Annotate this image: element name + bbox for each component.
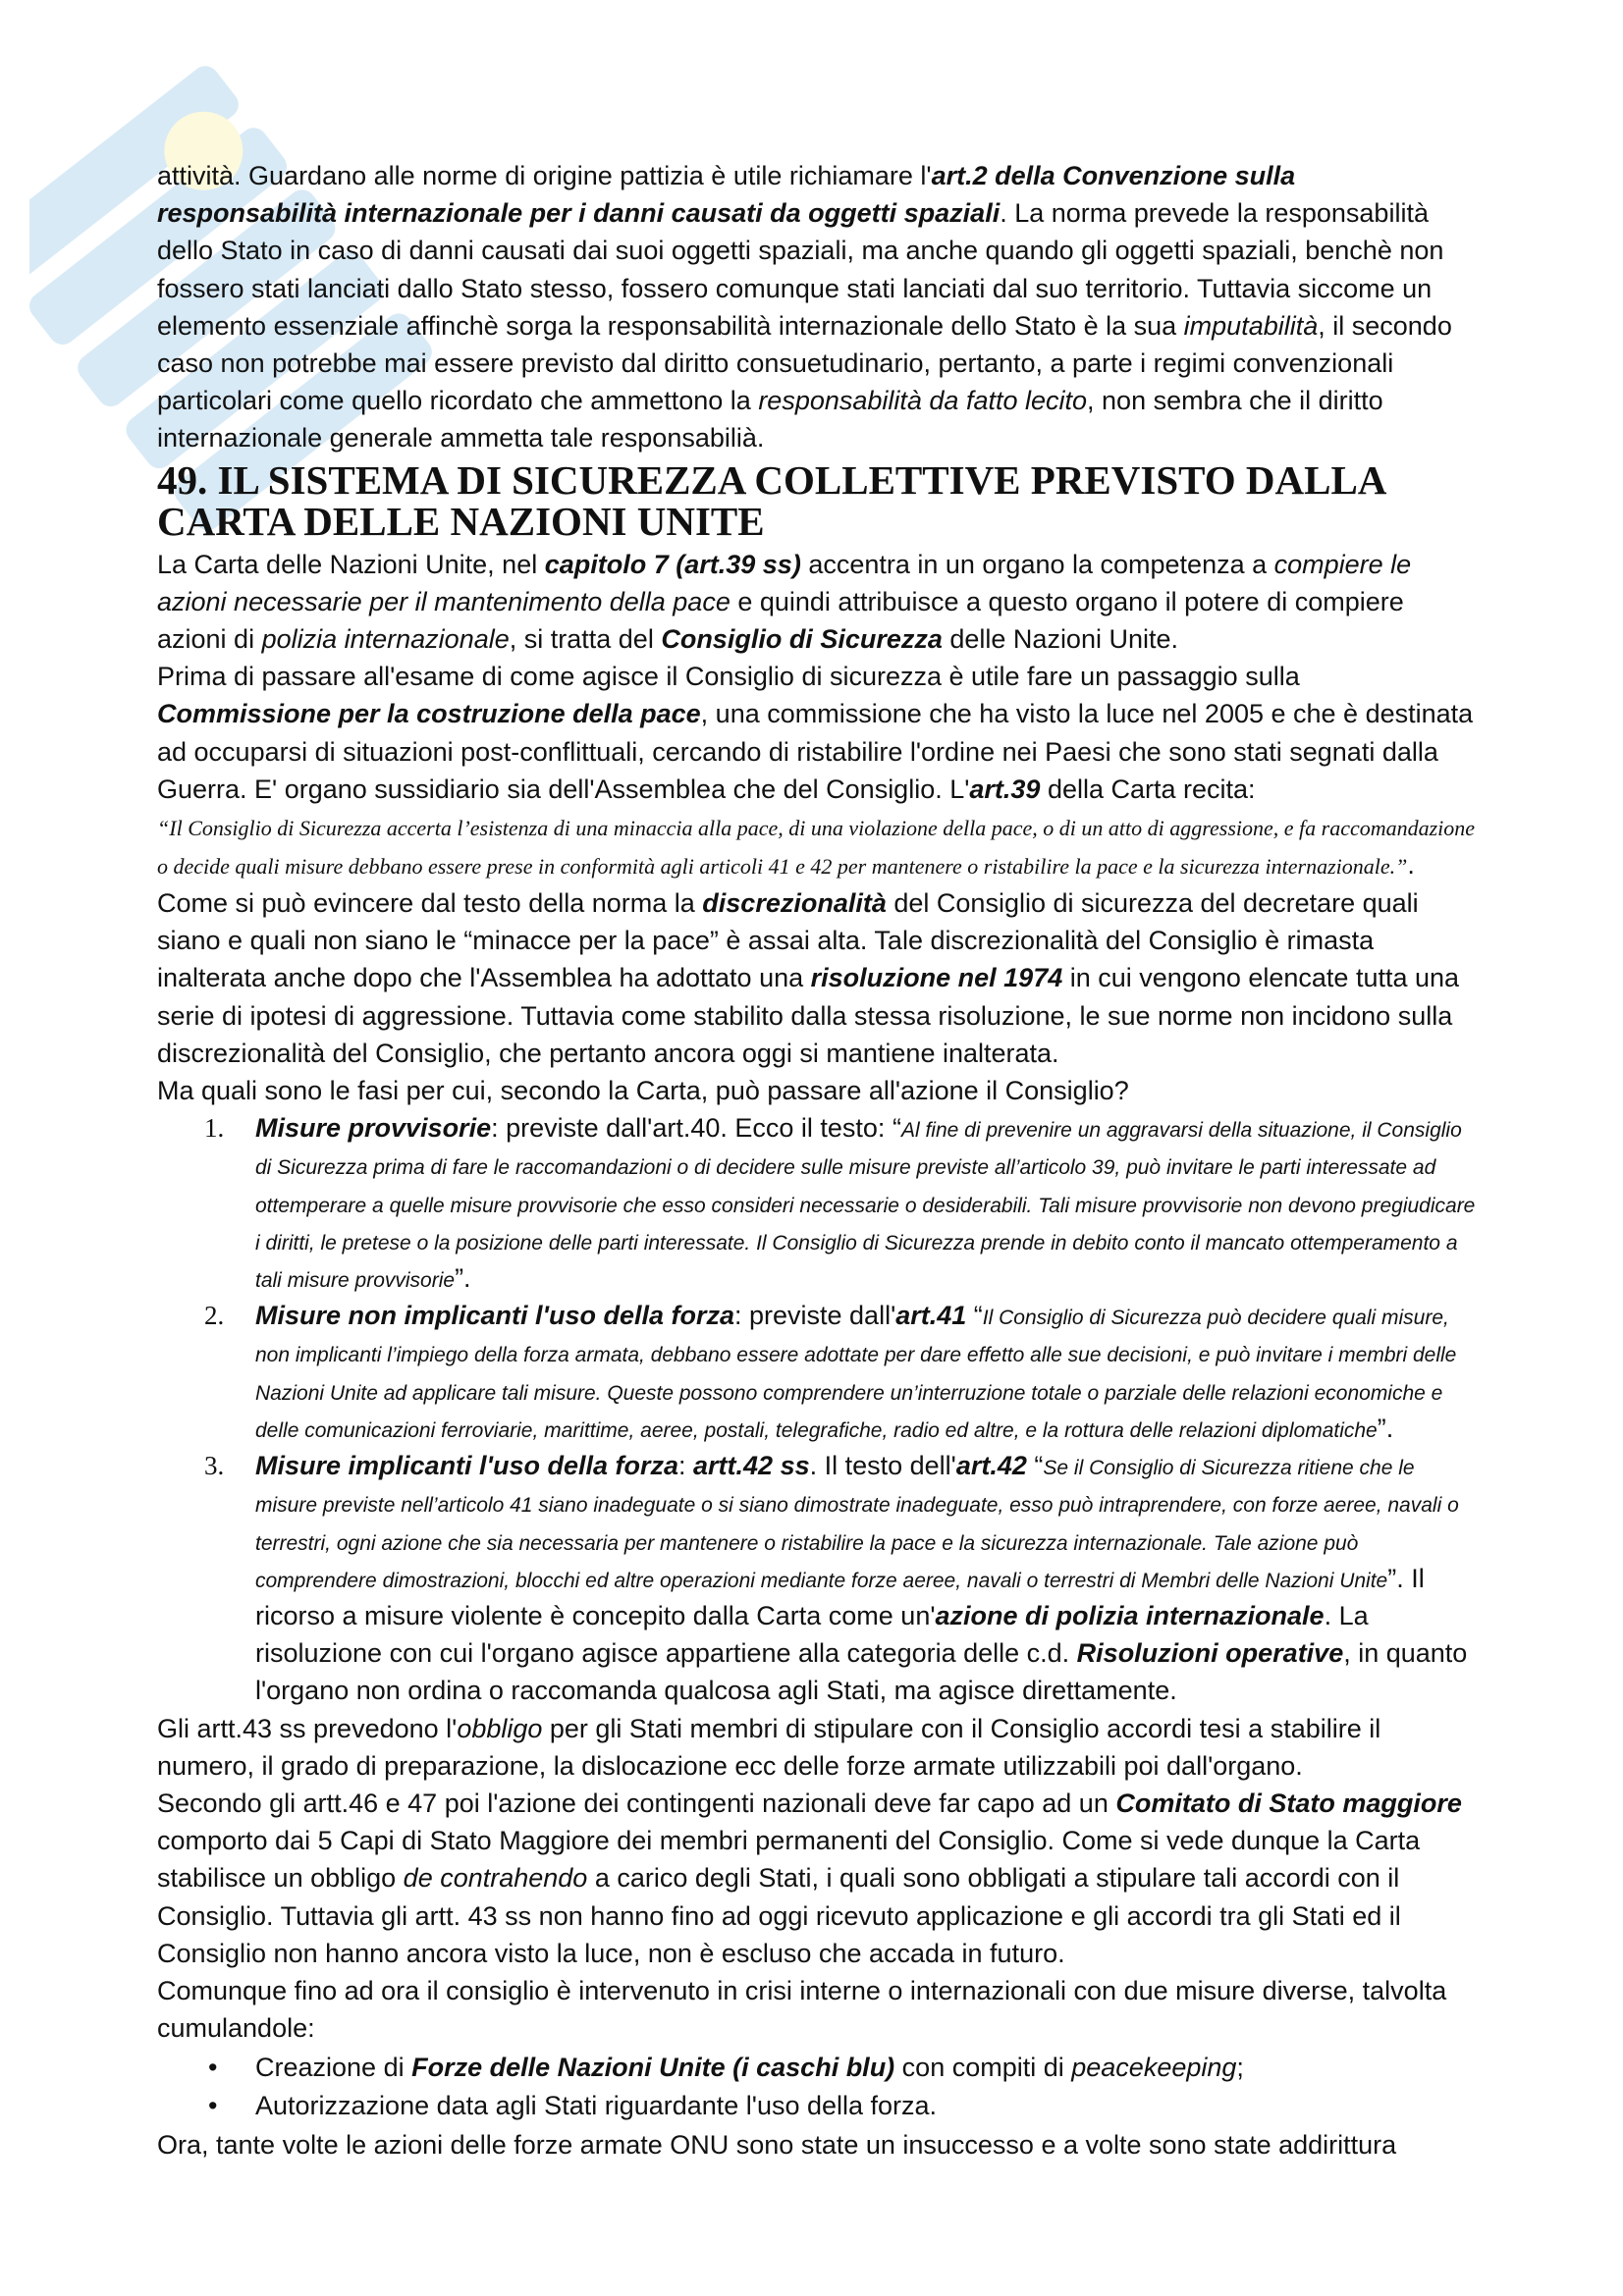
list-item: • Autorizzazione data agli Stati riguardante l'uso della forza. bbox=[255, 2087, 1478, 2124]
section-heading: 49. IL SISTEMA DI SICUREZZA COLLETTIVE PREVISTO DALLA CARTA DELLE NAZIONI UNITE bbox=[157, 456, 1385, 544]
paragraph-comitato: Secondo gli artt.46 e 47 poi l'azione dei contingenti nazionali deve far capo ad un Comitato di Stato maggiore comporto dai 5 Capi di Stato Maggiore dei membri permanenti del Consiglio. Come si vede dunque la Carta stabilisce un obbligo de contrahendo a carico degli Stati, i quali sono obbligati a stipulare tali accordi con il Consiglio. Tuttavia gli artt. 43 ss non hanno fino ad oggi ricevuto applicazione e gli accordi tra gli Stati ed il Consiglio non hanno ancora visto la luce, non è escluso che accada in futuro. bbox=[157, 1788, 1462, 1968]
list-item: 2. Misure non implicanti l'uso della forza: previste dall'art.41 “Il Consiglio di Sicurezza può decidere quali misure, non implicanti l’impiego della forza armata, debbano essere adottate per dare effetto alle sue decisioni, e può invitare i membri delle Nazioni Unite ad applicare tali misure. Queste possono comprendere un’interruzione totale o parziale delle relazioni economiche e delle comunicazioni ferroviarie, marittime, aeree, postali, telegrafiche, radio ed altre, e la rottura delle relazioni diplomatiche”. bbox=[204, 1301, 1457, 1443]
bullet-list bbox=[157, 2049, 1478, 2123]
list-item: • Creazione di Forze delle Nazioni Unite (i caschi blu) con compiti di peacekeeping; bbox=[255, 2049, 1478, 2086]
bullet-icon: • bbox=[208, 2053, 218, 2083]
paragraph-art39: “Il Consiglio di Sicurezza accerta l’esistenza di una minaccia alla pace, di una violazione della pace, o di un atto di aggressione, e fa raccomandazione o decide quali misure debbano essere prese in conformità agli articoli 41 e 42 per mantenere o ristabilire la pace e la sicurezza internazionale.”. Come si può evincere dal testo della norma la discrezionalità del Consiglio di sicurezza del decretare quali siano e quali non siano le “minacce per la pace” è assai alta. Tale discrezionalità del Consiglio è rimasta inalterata anche dopo che l'Assemblea ha adottato una risoluzione nel 1974 in cui vengono elencate tutta una serie di ipotesi di aggressione. Tuttavia come stabilito dalla stessa risoluzione, le sue norme non incidono sulla discrezionalità del Consiglio, che pertanto ancora oggi si mantiene inalterata. bbox=[157, 816, 1476, 1068]
art39-quote: “Il Consiglio di Sicurezza accerta l’esistenza di una minaccia alla pace, di una violazione della pace, o di un atto di aggressione, e fa raccomandazione o decide quali misure debbano essere prese in conformità agli articoli 41 e 42 per mantenere o ristabilire la pace e la sicurezza internazionale.” bbox=[157, 816, 1476, 880]
document-page bbox=[157, 157, 1478, 2163]
paragraph-comunque: Comunque fino ad ora il consiglio è intervenuto in crisi interne o internazionali con due misure diverse, talvolta cumulandole: bbox=[157, 1975, 1447, 2044]
art40-quote: Al fine di prevenire un aggravarsi della situazione, il Consiglio di Sicurezza prima di fare le raccomandazioni o di decidere sulle misure previste all’articolo 39, può invitare le parti interessate ad ottemperare a quelle misure provvisorie che esso consideri necessarie o desiderabili. Tali misure provvisorie non devono pregiudicare i diritti, le pretese o la posizione delle parti interessate. Il Consiglio di Sicurezza prende in debito conto il mancato ottemperamento a tali misure provvisorie bbox=[255, 1119, 1476, 1293]
paragraph-obbligo: Gli artt.43 ss prevedono l'obbligo per gli Stati membri di stipulare con il Consiglio accordi tesi a stabilire il numero, il grado di preparazione, la dislocazione ecc delle forze armate utilizzabili poi dall'organo. bbox=[157, 1713, 1381, 1781]
art41-quote: Il Consiglio di Sicurezza può decidere quali misure, non implicanti l’impiego della forza armata, debbano essere adottate per dare effetto alle sue decisioni, e può invitare i membri delle Nazioni Unite ad applicare tali misure. Queste possono comprendere un’interruzione totale o parziale delle relazioni economiche e delle comunicazioni ferroviarie, marittime, aeree, postali, telegrafiche, radio ed altre, e la rottura delle relazioni diplomatiche bbox=[255, 1307, 1457, 1442]
measures-list bbox=[157, 1109, 1478, 1709]
paragraph-fasi: Ma quali sono le fasi per cui, secondo la Carta, può passare all'azione il Consiglio? bbox=[157, 1076, 1129, 1106]
paragraph-carta: La Carta delle Nazioni Unite, nel capitolo 7 (art.39 ss) accentra in un organo la competenza a compiere le azioni necessarie per il mantenimento della pace e quindi attribuisce a questo organo il potere di compiere azioni di polizia internazionale, si tratta del Consiglio di Sicurezza delle Nazioni Unite. bbox=[157, 549, 1412, 655]
list-item: 1. Misure provvisorie: previste dall'art.40. Ecco il testo: “Al fine di prevenire un aggravarsi della situazione, il Consiglio di Sicurezza prima di fare le raccomandazioni o di decidere sulle misure previste all’articolo 39, può invitare le parti interessate ad ottemperare a quelle misure provvisorie che esso consideri necessarie o desiderabili. Tali misure provvisorie non devono pregiudicare i diritti, le pretese o la posizione delle parti interessate. Il Consiglio di Sicurezza prende in debito conto il mancato ottemperamento a tali misure provvisorie”. bbox=[204, 1113, 1476, 1294]
art42-quote: Se il Consiglio di Sicurezza ritiene che le misure previste nell’articolo 41 siano inadeguate o si siano dimostrate inadeguate, esso può intraprendere, con forze aeree, navali o terrestri, ogni azione che sia necessaria per mantenere o ristabilire la pace e la sicurezza internazionale. Tale azione può comprendere dimostrazioni, blocchi ed altre operazioni mediante forze aeree, navali o terrestri di Membri delle Nazioni Unite bbox=[255, 1457, 1459, 1592]
paragraph-intro: attività. Guardano alle norme di origine pattizia è utile richiamare l'art.2 della Convenzione sulla responsabilità internazionale per i danni causati da oggetti spaziali. La norma prevede la responsabilità dello Stato in caso di danni causati dai suoi oggetti spaziali, ma anche quando gli oggetti spaziali, benchè non fossero stati lanciati dallo Stato stesso, fossero comunque stati lanciati dal suo territorio. Tuttavia siccome un elemento essenziale affinchè sorga la responsabilità internazionale dello Stato è la sua imputabilità, il secondo caso non potrebbe mai essere previsto dal diritto consuetudinario, pertanto, a parte i regimi convenzionali particolari come quello ricordato che ammettono la responsabilità da fatto lecito, non sembra che il diritto internazionale generale ammetta tale responsabilià. bbox=[157, 161, 1452, 454]
bullet-icon: • bbox=[208, 2090, 218, 2120]
list-item: 3. Misure implicanti l'uso della forza: artt.42 ss. Il testo dell'art.42 “Se il Consiglio di Sicurezza ritiene che le misure previste nell’articolo 41 siano inadeguate o si siano dimostrate inadeguate, esso può intraprendere, con forze aeree, navali o terrestri, ogni azione che sia necessaria per mantenere o ristabilire la pace e la sicurezza internazionale. Tale azione può comprendere dimostrazioni, blocchi ed altre operazioni mediante forze aeree, navali o terrestri di Membri delle Nazioni Unite”. Il ricorso a misure violente è concepito dalla Carta come un'azione di polizia internazionale. La risoluzione con cui l'organo agisce appartiene alla categoria delle c.d. Risoluzioni operative, in quanto l'organo non ordina o raccomanda qualcosa agli Stati, ma agisce direttamente. bbox=[204, 1451, 1468, 1706]
paragraph-last: Ora, tante volte le azioni delle forze armate ONU sono state un insuccesso e a volte sono state addirittura bbox=[157, 2129, 1397, 2160]
paragraph-commissione: Prima di passare all'esame di come agisce il Consiglio di sicurezza è utile fare un passaggio sulla Commissione per la costruzione della pace, una commissione che ha visto la luce nel 2005 e che è destinata ad occuparsi di situazioni post-conflittuali, cercando di ristabilire l'ordine nei Paesi che sono stati segnati dalla Guerra. E' organo sussidiario sia dell'Assemblea che del Consiglio. L'art.39 della Carta recita: bbox=[157, 662, 1474, 804]
